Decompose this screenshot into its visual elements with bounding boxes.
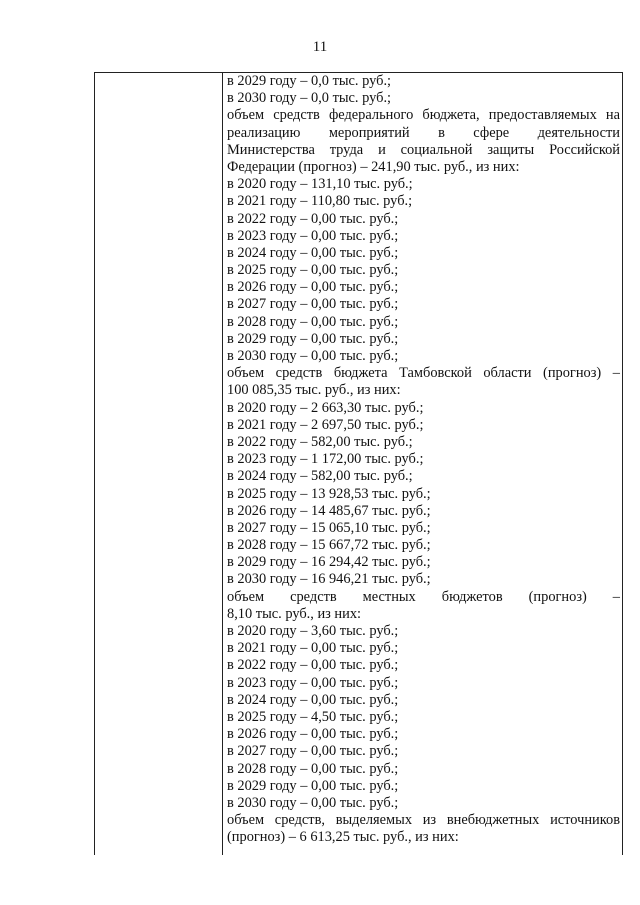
text-line: в 2028 году – 15 667,72 тыс. руб.; [227,537,431,554]
text-line: в 2027 году – 0,00 тыс. руб.; [227,296,399,313]
text-line: в 2026 году – 0,00 тыс. руб.; [227,726,399,743]
text-line: Министерства труда и социальной защиты Российской [227,141,620,158]
text-line: 100 085,35 тыс. руб., из них: [227,382,401,399]
text-line: в 2020 году – 131,10 тыс. руб.; [227,176,413,193]
text-line: в 2022 году – 0,00 тыс. руб.; [227,657,399,674]
text-line: в 2029 году – 16 294,42 тыс. руб.; [227,554,431,571]
text-line: в 2030 году – 0,00 тыс. руб.; [227,348,399,364]
page-number: 11 [312,39,328,55]
text-line: в 2021 году – 0,00 тыс. руб.; [227,640,399,657]
text-line: в 2025 году – 4,50 тыс. руб.; [227,708,399,725]
text-line: Федерации (прогноз) – 241,90 тыс. руб., из них: [227,158,520,175]
text-line: объем средств федерального бюджета, предоставляемых на [227,107,620,124]
text-line: в 2024 году – 582,00 тыс. руб.; [227,468,413,485]
text-line: объем средств местных бюджетов (прогноз) – [227,588,620,605]
text-line: в 2024 году – 0,00 тыс. руб.; [227,244,399,261]
text-line: в 2029 году – 0,00 тыс. руб.; [227,330,399,347]
text-line: в 2030 году – 16 946,21 тыс. руб.; [227,571,431,588]
funding-cell-text [227,73,620,846]
text-line: в 2026 году – 0,00 тыс. руб.; [227,279,399,296]
text-line: в 2022 году – 582,00 тыс. руб.; [227,433,413,450]
text-line: в 2020 году – 2 663,30 тыс. руб.; [227,399,424,416]
text-line: в 2030 году – 0,00 тыс. руб.; [227,794,399,811]
text-line: в 2029 году – 0,00 тыс. руб.; [227,777,399,794]
text-line: объем средств, выделяемых из внебюджетных источников [227,812,620,829]
text-line: в 2030 году – 0,0 тыс. руб.; [227,90,392,107]
text-line: в 2027 году – 15 065,10 тыс. руб.; [227,519,431,536]
text-line: реализацию мероприятий в сфере деятельности [227,124,620,141]
text-line: в 2023 году – 0,00 тыс. руб.; [227,674,399,691]
text-line: в 2022 году – 0,00 тыс. руб.; [227,210,399,227]
text-line: объем средств бюджета Тамбовской области (прогноз) – [227,365,620,382]
text-line: (прогноз) – 6 613,25 тыс. руб., из них: [227,829,459,846]
text-line: в 2023 году – 1 172,00 тыс. руб.; [227,451,424,468]
text-line: в 2029 году – 0,0 тыс. руб.; [227,73,392,89]
text-line: в 2025 году – 0,00 тыс. руб.; [227,262,399,279]
text-line: в 2021 году – 110,80 тыс. руб.; [227,193,413,210]
text-line: в 2021 году – 2 697,50 тыс. руб.; [227,416,424,433]
text-line: в 2027 году – 0,00 тыс. руб.; [227,743,399,760]
text-line: в 2028 году – 0,00 тыс. руб.; [227,313,399,330]
text-line: в 2023 году – 0,00 тыс. руб.; [227,227,399,244]
text-line: в 2028 году – 0,00 тыс. руб.; [227,760,399,777]
text-line: 8,10 тыс. руб., из них: [227,605,362,622]
text-line: в 2020 году – 3,60 тыс. руб.; [227,623,399,639]
text-line: в 2026 году – 14 485,67 тыс. руб.; [227,502,431,519]
column-divider [222,72,223,855]
text-line: в 2024 году – 0,00 тыс. руб.; [227,691,399,708]
text-line: в 2025 году – 13 928,53 тыс. руб.; [227,485,431,502]
